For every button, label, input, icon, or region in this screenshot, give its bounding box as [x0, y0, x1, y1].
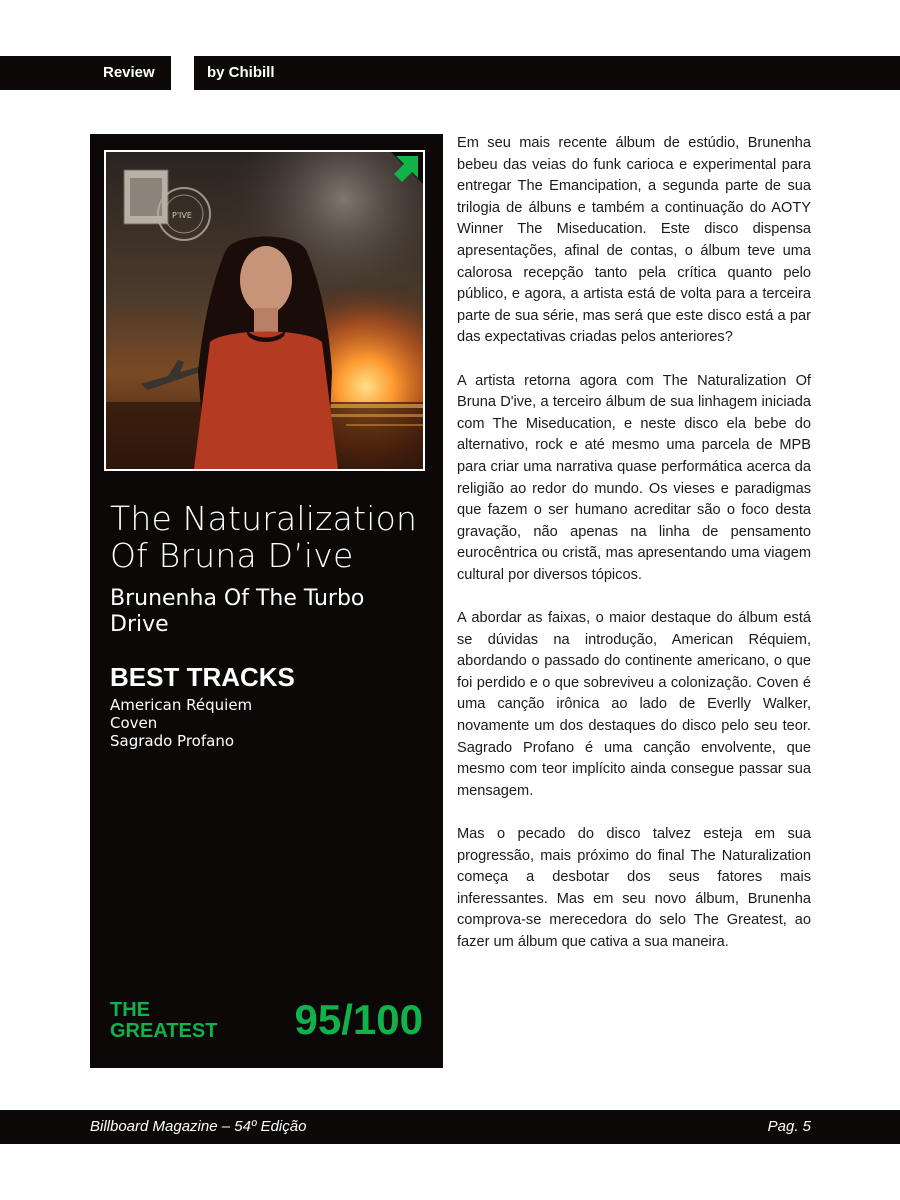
article-paragraph: Em seu mais recente álbum de estúdio, Brunenha bebeu das veias do funk carioca e experimental para entregar The Emancipation, a segunda parte de sua trilogia de álbuns e também a continuação do AOTY Winner The Miseducation. Este disco dispensa apresentações, afinal de contas, o álbum teve uma calorosa recepção tanto pela crítica quanto pelo público, e agora, a artista está de volta para a terceira parte de sua série, mas será que este disco está a par das expectativas criadas pelos anteriores?: [457, 135, 811, 346]
track-item: American Réquiem: [110, 696, 253, 714]
article-paragraph: A abordar as faixas, o maior destaque do álbum está se dúvidas na introdução, American Réquiem, abordando o passado do continente americano, o que foi perdido e o que sobreviveu a colonização. Coven é uma canção irônica ao lado de Everlly Walker, novamente um dos destaques do disco pelo seu teor. Sagrado Profano é uma canção envolvente, que mesmo com teor implícito ainda consegue passar sua mensagem.: [457, 610, 811, 799]
header-divider: [171, 56, 194, 90]
header-bar: [0, 56, 900, 90]
page-number: Pag. 5: [767, 1118, 811, 1135]
cover-stamp-text: P'IVE: [172, 211, 192, 220]
review-score: 95/100: [294, 996, 423, 1043]
author-label: by Chibill: [207, 64, 275, 81]
album-artist: Brunenha Of The Turbo Drive: [110, 586, 365, 637]
track-item: Coven: [110, 714, 158, 732]
album-cover: [104, 150, 425, 471]
article-paragraph: Mas o pecado do disco talvez esteja em sua progressão, mais próximo do final The Naturalization começa a desbotar dos seus fatores mais inferessantes. Mas em seu novo álbum, Brunenha comprova-se merecedora do selo The Greatest, ao fazer um álbum que cativa a sua maneira.: [457, 826, 811, 950]
album-cover-art: [106, 152, 423, 469]
article-paragraph: A artista retorna agora com The Naturalization Of Bruna D'ive, a terceiro álbum de sua linhagem iniciada com The Miseducation, e neste disco ela bebe do alternativo, rock e até mesmo uma parcela de MPB para criar uma narrativa quase performática acerca da religião ao redor do mundo. Os vieses e paradigmas que fazem o ser humano acreditar são o foco desta gravação, não apenas na linha de pensamento eurocêntrica ou cristã, mas apresentando uma viagem cultural por diversos tópicos.: [457, 372, 811, 583]
award-seal-text: THE GREATEST: [110, 999, 218, 1042]
award-seal: [110, 1000, 220, 1042]
best-tracks-list: [110, 696, 252, 750]
track-item: Sagrado Profano: [110, 732, 235, 750]
footer-bar: [0, 1110, 900, 1144]
section-label: Review: [103, 64, 155, 81]
album-panel: [90, 134, 443, 1068]
album-title: The Naturalization Of Bruna D’ive: [110, 499, 418, 575]
publication-label: Billboard Magazine – 54º Edição: [90, 1118, 307, 1135]
best-tracks-heading: BEST TRACKS: [110, 662, 295, 692]
review-article: [457, 133, 811, 975]
